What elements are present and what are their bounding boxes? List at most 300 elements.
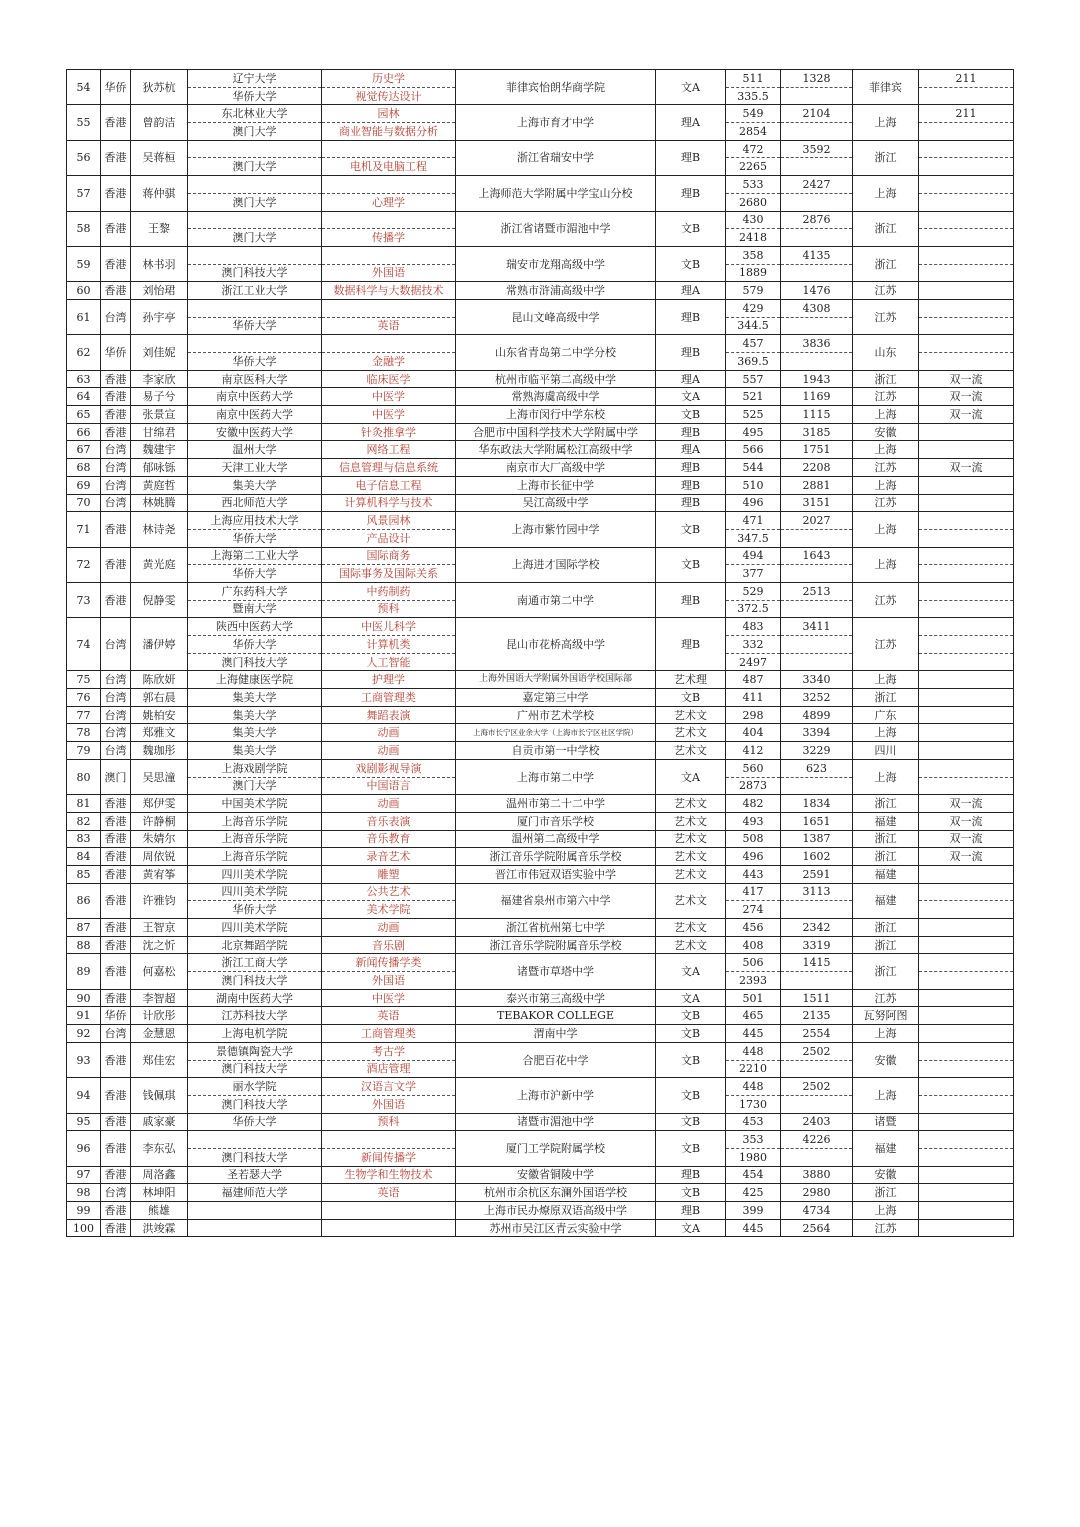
category-cell: 艺术文 — [656, 830, 726, 848]
tier-cell: 211 — [919, 70, 1014, 88]
table-row — [67, 282, 1014, 300]
university-cell — [188, 1202, 322, 1220]
rank-cell: 2342 — [781, 919, 853, 937]
tier-cell — [919, 87, 1014, 105]
major-cell — [322, 246, 456, 264]
student-name-cell: 甘绵君 — [131, 423, 188, 441]
province-cell: 浙江 — [853, 1184, 919, 1202]
high-school-cell: 上海市长征中学 — [456, 476, 656, 494]
major-cell: 预科 — [322, 1113, 456, 1131]
university-cell: 集美大学 — [188, 689, 322, 707]
table-row — [67, 406, 1014, 424]
high-school-cell: 上海市紫竹园中学 — [456, 512, 656, 547]
university-cell: 上海第二工业大学 — [188, 547, 322, 565]
tier-cell — [919, 140, 1014, 158]
row-number-cell: 63 — [67, 370, 101, 388]
university-cell — [188, 1219, 322, 1237]
tier-cell — [919, 211, 1014, 229]
student-name-cell: 易子兮 — [131, 388, 188, 406]
province-cell: 江苏 — [853, 618, 919, 671]
province-cell: 瓦努阿图 — [853, 1007, 919, 1025]
tier-cell: 211 — [919, 105, 1014, 123]
rank-cell — [781, 87, 853, 105]
score-cell: 525 — [726, 406, 781, 424]
region-cell: 香港 — [101, 1042, 131, 1077]
province-cell: 上海 — [853, 512, 919, 547]
student-name-cell: 李智超 — [131, 989, 188, 1007]
category-cell: 文A — [656, 388, 726, 406]
row-number-cell: 84 — [67, 848, 101, 866]
rank-cell: 3151 — [781, 494, 853, 512]
university-cell: 澳门大学 — [188, 193, 322, 211]
score-cell: 549 — [726, 105, 781, 123]
rank-cell — [781, 972, 853, 990]
rank-cell — [781, 158, 853, 176]
major-cell: 外国语 — [322, 264, 456, 282]
category-cell: 理B — [656, 618, 726, 671]
region-cell: 华侨 — [101, 1007, 131, 1025]
university-cell — [188, 211, 322, 229]
table-row — [67, 1202, 1014, 1220]
category-cell: 文B — [656, 1007, 726, 1025]
major-cell: 计算机类 — [322, 636, 456, 654]
rank-cell — [781, 901, 853, 919]
student-name-cell: 孙宇亭 — [131, 299, 188, 334]
province-cell: 江苏 — [853, 582, 919, 617]
province-cell: 浙江 — [853, 370, 919, 388]
student-name-cell: 郁咏铄 — [131, 459, 188, 477]
university-cell: 华侨大学 — [188, 901, 322, 919]
region-cell: 台湾 — [101, 494, 131, 512]
tier-cell — [919, 972, 1014, 990]
tier-cell — [919, 1060, 1014, 1078]
tier-cell: 双一流 — [919, 812, 1014, 830]
university-cell: 澳门科技大学 — [188, 1148, 322, 1166]
table-row — [67, 724, 1014, 742]
table-row — [67, 936, 1014, 954]
major-cell: 音乐表演 — [322, 812, 456, 830]
region-cell: 澳门 — [101, 759, 131, 794]
province-cell: 上海 — [853, 406, 919, 424]
region-cell: 香港 — [101, 176, 131, 211]
tier-cell — [919, 1184, 1014, 1202]
university-cell: 澳门科技大学 — [188, 972, 322, 990]
rank-cell — [781, 565, 853, 583]
tier-cell: 双一流 — [919, 795, 1014, 813]
tier-cell — [919, 299, 1014, 317]
province-cell: 江苏 — [853, 299, 919, 334]
high-school-cell: 上海外国语大学附属外国语学校国际部 — [456, 671, 656, 689]
province-cell: 安徽 — [853, 423, 919, 441]
university-cell: 南京中医药大学 — [188, 388, 322, 406]
region-cell: 台湾 — [101, 671, 131, 689]
major-cell: 历史学 — [322, 70, 456, 88]
category-cell: 艺术文 — [656, 883, 726, 918]
province-cell: 安徽 — [853, 1166, 919, 1184]
category-cell: 文B — [656, 246, 726, 281]
region-cell: 香港 — [101, 1202, 131, 1220]
score-cell: 472 — [726, 140, 781, 158]
tier-cell — [919, 653, 1014, 671]
row-number-cell: 69 — [67, 476, 101, 494]
category-cell: 理B — [656, 1202, 726, 1220]
rank-cell: 1476 — [781, 282, 853, 300]
score-cell: 566 — [726, 441, 781, 459]
high-school-cell: 诸暨市草塔中学 — [456, 954, 656, 989]
student-name-cell: 黄宥筝 — [131, 865, 188, 883]
category-cell: 理B — [656, 476, 726, 494]
tier-cell — [919, 158, 1014, 176]
major-cell: 中医学 — [322, 406, 456, 424]
rank-cell: 1415 — [781, 954, 853, 972]
tier-cell — [919, 193, 1014, 211]
score-cell: 453 — [726, 1113, 781, 1131]
score-cell: 335.5 — [726, 87, 781, 105]
province-cell: 上海 — [853, 724, 919, 742]
region-cell: 华侨 — [101, 70, 131, 105]
row-number-cell: 64 — [67, 388, 101, 406]
category-cell: 文B — [656, 512, 726, 547]
region-cell: 华侨 — [101, 335, 131, 370]
region-cell: 香港 — [101, 246, 131, 281]
major-cell — [322, 1219, 456, 1237]
university-cell: 浙江工商大学 — [188, 954, 322, 972]
tier-cell — [919, 777, 1014, 795]
tier-cell: 双一流 — [919, 830, 1014, 848]
region-cell: 香港 — [101, 105, 131, 140]
student-name-cell: 黄庭哲 — [131, 476, 188, 494]
province-cell: 江苏 — [853, 459, 919, 477]
major-cell: 英语 — [322, 317, 456, 335]
rank-cell: 2135 — [781, 1007, 853, 1025]
major-cell: 数据科学与大数据技术 — [322, 282, 456, 300]
rank-cell: 1943 — [781, 370, 853, 388]
row-number-cell: 71 — [67, 512, 101, 547]
region-cell: 香港 — [101, 936, 131, 954]
tier-cell — [919, 547, 1014, 565]
rank-cell: 2104 — [781, 105, 853, 123]
rank-cell: 3880 — [781, 1166, 853, 1184]
region-cell: 台湾 — [101, 618, 131, 671]
major-cell — [322, 335, 456, 353]
high-school-cell: 浙江音乐学院附属音乐学校 — [456, 848, 656, 866]
province-cell: 江苏 — [853, 282, 919, 300]
tier-cell: 双一流 — [919, 406, 1014, 424]
student-name-cell: 蒋仲骐 — [131, 176, 188, 211]
university-cell: 福建师范大学 — [188, 1184, 322, 1202]
major-cell: 生物学和生物技术 — [322, 1166, 456, 1184]
province-cell: 上海 — [853, 1025, 919, 1043]
table-row — [67, 865, 1014, 883]
tier-cell — [919, 123, 1014, 141]
high-school-cell: 温州市第二十二中学 — [456, 795, 656, 813]
major-cell: 外国语 — [322, 1095, 456, 1113]
score-cell: 412 — [726, 742, 781, 760]
category-cell: 理A — [656, 105, 726, 140]
score-cell: 369.5 — [726, 353, 781, 371]
province-cell: 浙江 — [853, 140, 919, 175]
major-cell: 酒店管理 — [322, 1060, 456, 1078]
region-cell: 香港 — [101, 388, 131, 406]
table-row — [67, 441, 1014, 459]
university-cell: 集美大学 — [188, 706, 322, 724]
table-row — [67, 848, 1014, 866]
high-school-cell: 瑞安市龙翔高级中学 — [456, 246, 656, 281]
student-name-cell: 陈欣妍 — [131, 671, 188, 689]
high-school-cell: 上海市民办燎原双语高级中学 — [456, 1202, 656, 1220]
rank-cell: 4308 — [781, 299, 853, 317]
row-number-cell: 67 — [67, 441, 101, 459]
region-cell: 台湾 — [101, 1184, 131, 1202]
score-cell: 1730 — [726, 1095, 781, 1113]
high-school-cell: 上海市沪新中学 — [456, 1078, 656, 1113]
category-cell: 理B — [656, 335, 726, 370]
table-row — [67, 759, 1014, 777]
high-school-cell: 温州第二高级中学 — [456, 830, 656, 848]
category-cell: 文A — [656, 954, 726, 989]
region-cell: 香港 — [101, 848, 131, 866]
university-cell: 天津工业大学 — [188, 459, 322, 477]
category-cell: 文B — [656, 1042, 726, 1077]
tier-cell — [919, 742, 1014, 760]
score-cell: 510 — [726, 476, 781, 494]
rank-cell: 3411 — [781, 618, 853, 636]
rank-cell: 3340 — [781, 671, 853, 689]
student-name-cell: 林坤阳 — [131, 1184, 188, 1202]
table-row — [67, 919, 1014, 937]
table-row — [67, 1131, 1014, 1149]
region-cell: 香港 — [101, 883, 131, 918]
university-cell: 集美大学 — [188, 476, 322, 494]
student-name-cell: 周洛鑫 — [131, 1166, 188, 1184]
score-cell: 457 — [726, 335, 781, 353]
major-cell — [322, 140, 456, 158]
score-cell: 347.5 — [726, 529, 781, 547]
major-cell — [322, 211, 456, 229]
rank-cell: 2554 — [781, 1025, 853, 1043]
region-cell: 台湾 — [101, 724, 131, 742]
rank-cell — [781, 317, 853, 335]
high-school-cell: 上海师范大学附属中学宝山分校 — [456, 176, 656, 211]
student-name-cell: 吴思潼 — [131, 759, 188, 794]
university-cell: 南京中医药大学 — [188, 406, 322, 424]
tier-cell — [919, 494, 1014, 512]
student-name-cell: 郑伊雯 — [131, 795, 188, 813]
table-row — [67, 812, 1014, 830]
tier-cell — [919, 989, 1014, 1007]
university-cell: 华侨大学 — [188, 87, 322, 105]
high-school-cell: 杭州市余杭区东澜外国语学校 — [456, 1184, 656, 1202]
university-cell: 四川美术学院 — [188, 865, 322, 883]
province-cell: 浙江 — [853, 211, 919, 246]
rank-cell: 2403 — [781, 1113, 853, 1131]
province-cell: 浙江 — [853, 848, 919, 866]
university-cell: 澳门科技大学 — [188, 653, 322, 671]
university-cell: 四川美术学院 — [188, 919, 322, 937]
province-cell: 浙江 — [853, 936, 919, 954]
high-school-cell: 晋江市伟冠双语实验中学 — [456, 865, 656, 883]
student-name-cell: 金慧恩 — [131, 1025, 188, 1043]
table-row — [67, 1166, 1014, 1184]
university-cell: 北京舞蹈学院 — [188, 936, 322, 954]
rank-cell: 2876 — [781, 211, 853, 229]
rank-cell: 2027 — [781, 512, 853, 530]
high-school-cell: 山东省青岛第二中学分校 — [456, 335, 656, 370]
major-cell: 动画 — [322, 919, 456, 937]
major-cell: 网络工程 — [322, 441, 456, 459]
rank-cell — [781, 229, 853, 247]
category-cell: 文A — [656, 759, 726, 794]
high-school-cell: 苏州市吴江区青云实验中学 — [456, 1219, 656, 1237]
tier-cell — [919, 1025, 1014, 1043]
university-cell: 华侨大学 — [188, 1113, 322, 1131]
row-number-cell: 91 — [67, 1007, 101, 1025]
tier-cell — [919, 600, 1014, 618]
high-school-cell: 上海市长宁区业余大学（上海市长宁区社区学院） — [456, 724, 656, 742]
region-cell: 台湾 — [101, 1025, 131, 1043]
province-cell: 福建 — [853, 1131, 919, 1166]
region-cell: 香港 — [101, 282, 131, 300]
table-row — [67, 795, 1014, 813]
row-number-cell: 76 — [67, 689, 101, 707]
category-cell: 艺术文 — [656, 742, 726, 760]
university-cell: 上海音乐学院 — [188, 848, 322, 866]
rank-cell: 1751 — [781, 441, 853, 459]
university-cell: 华侨大学 — [188, 317, 322, 335]
table-row — [67, 830, 1014, 848]
tier-cell — [919, 512, 1014, 530]
student-name-cell: 魏珈彤 — [131, 742, 188, 760]
major-cell: 计算机科学与技术 — [322, 494, 456, 512]
category-cell: 艺术文 — [656, 865, 726, 883]
rank-cell: 3319 — [781, 936, 853, 954]
tier-cell — [919, 1113, 1014, 1131]
category-cell: 理B — [656, 459, 726, 477]
row-number-cell: 60 — [67, 282, 101, 300]
major-cell: 音乐剧 — [322, 936, 456, 954]
high-school-cell: 常熟海虞高级中学 — [456, 388, 656, 406]
student-name-cell: 吴蒋桓 — [131, 140, 188, 175]
high-school-cell: 厦门工学院附属学校 — [456, 1131, 656, 1166]
score-cell: 399 — [726, 1202, 781, 1220]
table-row — [67, 883, 1014, 901]
score-cell: 332 — [726, 636, 781, 654]
province-cell: 福建 — [853, 865, 919, 883]
high-school-cell: 合肥百花中学 — [456, 1042, 656, 1077]
student-name-cell: 许静桐 — [131, 812, 188, 830]
province-cell: 浙江 — [853, 830, 919, 848]
tier-cell — [919, 476, 1014, 494]
high-school-cell: 浙江音乐学院附属音乐学校 — [456, 936, 656, 954]
major-cell — [322, 1131, 456, 1149]
major-cell: 商业智能与数据分析 — [322, 123, 456, 141]
row-number-cell: 68 — [67, 459, 101, 477]
province-cell: 菲律宾 — [853, 70, 919, 105]
score-cell: 2497 — [726, 653, 781, 671]
table-row — [67, 1184, 1014, 1202]
tier-cell — [919, 1148, 1014, 1166]
university-cell: 上海音乐学院 — [188, 812, 322, 830]
region-cell: 台湾 — [101, 742, 131, 760]
tier-cell — [919, 1078, 1014, 1096]
tier-cell — [919, 176, 1014, 194]
university-cell — [188, 299, 322, 317]
region-cell: 香港 — [101, 1166, 131, 1184]
table-body — [67, 70, 1014, 1237]
category-cell: 理A — [656, 282, 726, 300]
province-cell: 浙江 — [853, 919, 919, 937]
table-row — [67, 423, 1014, 441]
province-cell: 广东 — [853, 706, 919, 724]
province-cell: 山东 — [853, 335, 919, 370]
row-number-cell: 99 — [67, 1202, 101, 1220]
row-number-cell: 56 — [67, 140, 101, 175]
high-school-cell: 杭州市临平第二高级中学 — [456, 370, 656, 388]
row-number-cell: 93 — [67, 1042, 101, 1077]
category-cell: 理B — [656, 140, 726, 175]
major-cell: 舞蹈表演 — [322, 706, 456, 724]
student-name-cell: 钱佩琪 — [131, 1078, 188, 1113]
high-school-cell: 诸暨市湄池中学 — [456, 1113, 656, 1131]
score-cell: 471 — [726, 512, 781, 530]
university-cell: 暨南大学 — [188, 600, 322, 618]
province-cell: 江苏 — [853, 494, 919, 512]
tier-cell — [919, 317, 1014, 335]
tier-cell — [919, 706, 1014, 724]
rank-cell — [781, 1148, 853, 1166]
major-cell: 中药制药 — [322, 582, 456, 600]
region-cell: 香港 — [101, 140, 131, 175]
province-cell: 上海 — [853, 441, 919, 459]
rank-cell: 2427 — [781, 176, 853, 194]
table-row — [67, 1025, 1014, 1043]
row-number-cell: 77 — [67, 706, 101, 724]
tier-cell — [919, 1131, 1014, 1149]
row-number-cell: 82 — [67, 812, 101, 830]
category-cell: 文B — [656, 1113, 726, 1131]
rank-cell — [781, 529, 853, 547]
table-row — [67, 671, 1014, 689]
university-cell: 华侨大学 — [188, 353, 322, 371]
major-cell: 园林 — [322, 105, 456, 123]
rank-cell: 2980 — [781, 1184, 853, 1202]
row-number-cell: 62 — [67, 335, 101, 370]
tier-cell: 双一流 — [919, 848, 1014, 866]
category-cell: 理A — [656, 441, 726, 459]
rank-cell — [781, 653, 853, 671]
category-cell: 文A — [656, 1219, 726, 1237]
province-cell: 福建 — [853, 812, 919, 830]
rank-cell — [781, 353, 853, 371]
student-name-cell: 计欣彤 — [131, 1007, 188, 1025]
high-school-cell: 昆山文峰高级中学 — [456, 299, 656, 334]
university-cell: 辽宁大学 — [188, 70, 322, 88]
university-cell: 陕西中医药大学 — [188, 618, 322, 636]
province-cell: 上海 — [853, 176, 919, 211]
score-cell: 430 — [726, 211, 781, 229]
rank-cell: 2513 — [781, 582, 853, 600]
high-school-cell: 昆山市花桥高级中学 — [456, 618, 656, 671]
rank-cell: 3252 — [781, 689, 853, 707]
university-cell — [188, 176, 322, 194]
university-cell: 澳门科技大学 — [188, 264, 322, 282]
score-cell: 344.5 — [726, 317, 781, 335]
major-cell: 动画 — [322, 724, 456, 742]
score-cell: 443 — [726, 865, 781, 883]
score-cell: 493 — [726, 812, 781, 830]
major-cell: 护理学 — [322, 671, 456, 689]
university-cell — [188, 335, 322, 353]
